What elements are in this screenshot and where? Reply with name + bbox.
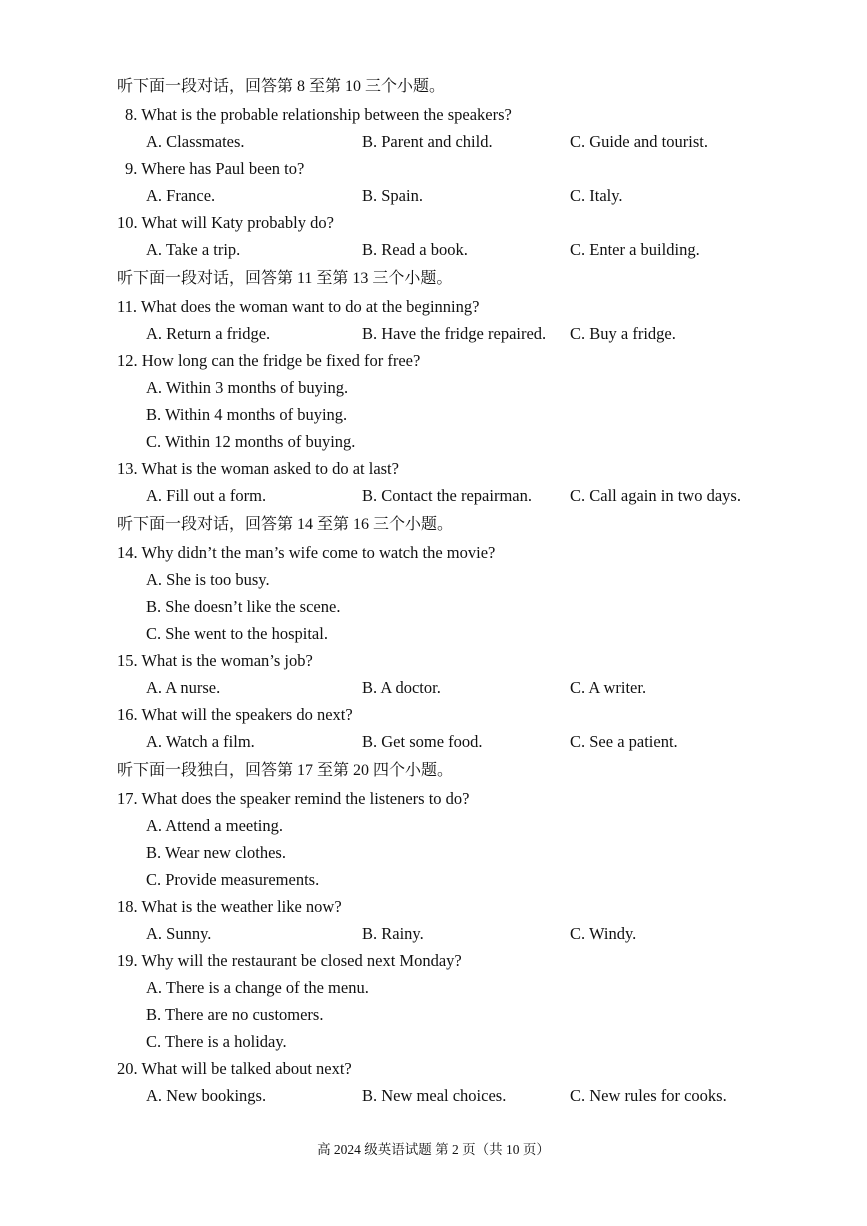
question-stem: 14. Why didn’t the man’s wife come to watch the movie?	[117, 543, 496, 562]
answer-option: A. New bookings.	[146, 1086, 267, 1105]
answer-option: B. New meal choices.	[362, 1086, 507, 1105]
answer-option: B. There are no customers.	[146, 1005, 324, 1024]
answer-option: C. Enter a building.	[570, 240, 700, 259]
answer-option: B. Within 4 months of buying.	[146, 405, 348, 424]
answer-option: B. Parent and child.	[362, 132, 493, 151]
answer-option: A. France.	[146, 186, 216, 205]
section-instruction: 听下面一段独白，回答第 17 至第 20 四个小题。	[117, 762, 454, 779]
question-stem: 20. What will be talked about next?	[117, 1059, 352, 1078]
answer-option: B. She doesn’t like the scene.	[146, 597, 341, 616]
answer-option: B. Wear new clothes.	[146, 843, 286, 862]
answer-option: A. Return a fridge.	[146, 324, 271, 343]
question-stem: 19. Why will the restaurant be closed next Monday?	[117, 951, 462, 970]
answer-option: C. Provide measurements.	[146, 870, 320, 889]
answer-option: A. Sunny.	[146, 924, 212, 943]
answer-option: B. A doctor.	[362, 678, 441, 697]
question-stem: 17. What does the speaker remind the listeners to do?	[117, 789, 470, 808]
question-stem: 10. What will Katy probably do?	[117, 213, 334, 232]
answer-option: C. New rules for cooks.	[570, 1086, 727, 1105]
question-stem: 9. Where has Paul been to?	[125, 159, 305, 178]
question-stem: 12. How long can the fridge be fixed for free?	[117, 351, 421, 370]
question-stem: 8. What is the probable relationship between the speakers?	[125, 105, 512, 124]
answer-option: C. Call again in two days.	[570, 486, 741, 505]
answer-option: C. Italy.	[570, 186, 623, 205]
answer-option: A. Take a trip.	[146, 240, 241, 259]
answer-option: C. There is a holiday.	[146, 1032, 287, 1051]
answer-option: B. Rainy.	[362, 924, 424, 943]
answer-option: A. Classmates.	[146, 132, 245, 151]
answer-option: B. Contact the repairman.	[362, 486, 532, 505]
answer-option: B. Read a book.	[362, 240, 468, 259]
answer-option: A. There is a change of the menu.	[146, 978, 369, 997]
question-stem: 16. What will the speakers do next?	[117, 705, 353, 724]
section-instruction: 听下面一段对话，回答第 14 至第 16 三个小题。	[117, 516, 454, 533]
answer-option: C. Within 12 months of buying.	[146, 432, 356, 451]
question-stem: 18. What is the weather like now?	[117, 897, 342, 916]
answer-option: A. She is too busy.	[146, 570, 270, 589]
answer-option: A. Within 3 months of buying.	[146, 378, 349, 397]
answer-option: A. Attend a meeting.	[146, 816, 284, 835]
answer-option: C. A writer.	[570, 678, 647, 697]
answer-option: A. A nurse.	[146, 678, 221, 697]
section-instruction: 听下面一段对话，回答第 11 至第 13 三个小题。	[117, 270, 453, 287]
answer-option: B. Spain.	[362, 186, 423, 205]
answer-option: C. She went to the hospital.	[146, 624, 328, 643]
answer-option: A. Watch a film.	[146, 732, 255, 751]
answer-option: B. Get some food.	[362, 732, 483, 751]
answer-option: C. See a patient.	[570, 732, 678, 751]
answer-option: C. Windy.	[570, 924, 637, 943]
answer-option: C. Buy a fridge.	[570, 324, 676, 343]
section-instruction: 听下面一段对话，回答第 8 至第 10 三个小题。	[117, 78, 446, 95]
answer-option: B. Have the fridge repaired.	[362, 324, 547, 343]
answer-option: C. Guide and tourist.	[570, 132, 708, 151]
question-stem: 11. What does the woman want to do at the beginning?	[117, 297, 480, 316]
page-footer: 高 2024 级英语试题 第 2 页（共 10 页）	[317, 1142, 550, 1157]
question-stem: 15. What is the woman’s job?	[117, 651, 313, 670]
answer-option: A. Fill out a form.	[146, 486, 267, 505]
question-stem: 13. What is the woman asked to do at last?	[117, 459, 399, 478]
